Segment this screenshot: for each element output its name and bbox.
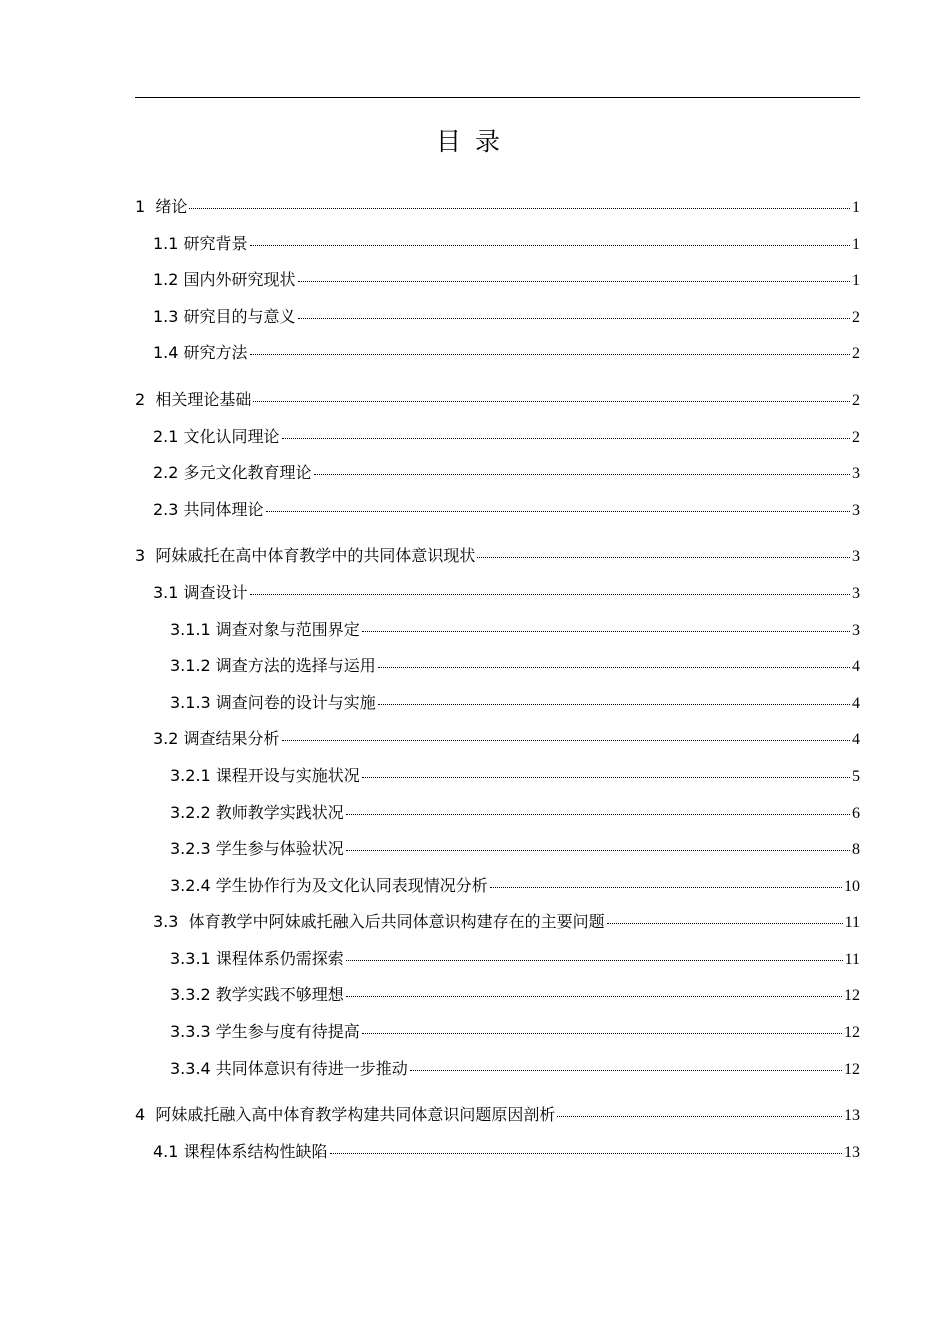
toc-entry-page: 8: [852, 841, 860, 859]
toc-entry-number: 1.4: [153, 343, 184, 363]
toc-leader-dots: [250, 354, 850, 355]
toc-entry-title: 阿妹戚托融入高中体育教学构建共同体意识问题原因剖析: [155, 1105, 556, 1125]
toc-entry-title: 体育教学中阿妹戚托融入后共同体意识构建存在的主要问题: [188, 912, 605, 932]
toc-entry-number: 3.2.3: [170, 839, 216, 859]
toc-entry[interactable]: [135, 729, 860, 766]
toc-entry-number: 3.1: [153, 582, 184, 602]
toc-leader-dots: [378, 704, 850, 705]
toc-entry-page: 11: [844, 950, 860, 968]
toc-entry[interactable]: [135, 546, 860, 583]
toc-entry-page: 2: [852, 428, 860, 446]
toc-entry[interactable]: [135, 1059, 860, 1096]
toc-entry[interactable]: [135, 803, 860, 840]
toc-entry[interactable]: [135, 583, 860, 620]
toc-entry-title: 共同体理论: [183, 499, 264, 519]
toc-entry-title: 研究方法: [183, 343, 248, 363]
toc-entry[interactable]: [135, 656, 860, 693]
toc-entry-page: 4: [852, 731, 860, 749]
toc-entry-title: 阿妹戚托在高中体育教学中的共同体意识现状: [155, 546, 476, 566]
toc-entry[interactable]: [135, 766, 860, 803]
toc-entry-number: 3.1.2: [170, 656, 216, 676]
toc-leader-dots: [266, 511, 850, 512]
toc-entry-title: 研究目的与意义: [183, 306, 296, 326]
toc-leader-dots: [253, 401, 850, 402]
toc-entry-title: 多元文化教育理论: [183, 463, 312, 483]
toc-entry-page: 1: [852, 235, 860, 253]
toc-entry-page: 4: [852, 694, 860, 712]
toc-entry-title: 调查问卷的设计与实施: [215, 692, 376, 712]
toc-entry-page: 3: [852, 584, 860, 602]
toc-entry-title: 调查结果分析: [183, 729, 280, 749]
toc-leader-dots: [346, 960, 843, 961]
toc-leader-dots: [378, 667, 850, 668]
toc-entry[interactable]: [135, 197, 860, 234]
toc-entry-title: 相关理论基础: [155, 389, 252, 409]
toc-entry-page: 2: [852, 308, 860, 326]
toc-entry-title: 学生参与体验状况: [215, 839, 344, 859]
toc-entry-title: 课程体系仍需探索: [215, 948, 344, 968]
toc-entry-title: 研究背景: [183, 233, 248, 253]
toc-leader-dots: [298, 281, 850, 282]
toc-leader-dots: [189, 208, 850, 209]
toc-entry-page: 13: [844, 1143, 860, 1161]
toc-entry-number: 1.2: [153, 270, 184, 290]
toc-entry-title: 课程体系结构性缺陷: [183, 1141, 328, 1161]
toc-entry-title: 共同体意识有待进一步推动: [215, 1058, 408, 1078]
toc-entry[interactable]: [135, 307, 860, 344]
toc-entry[interactable]: [135, 876, 860, 913]
toc-leader-dots: [477, 557, 850, 558]
toc-entry-number: 3: [135, 546, 156, 566]
toc-leader-dots: [362, 631, 850, 632]
toc-entry-page: 6: [852, 804, 860, 822]
toc-entry-page: 11: [844, 914, 860, 932]
toc-entry-number: 3.2: [153, 729, 184, 749]
toc-entry-number: 3.3: [153, 912, 189, 932]
toc-entry-title: 教师教学实践状况: [215, 802, 344, 822]
toc-entry-page: 12: [844, 1060, 860, 1078]
toc-entry[interactable]: [135, 463, 860, 500]
toc-leader-dots: [250, 245, 850, 246]
toc-entry[interactable]: [135, 270, 860, 307]
toc-entry-number: 2: [135, 389, 156, 409]
toc-entry-number: 4: [135, 1105, 156, 1125]
toc-leader-dots: [282, 438, 850, 439]
toc-entry-number: 3.2.2: [170, 802, 216, 822]
toc-entry[interactable]: [135, 693, 860, 730]
toc-entry[interactable]: [135, 343, 860, 380]
toc-leader-dots: [298, 318, 850, 319]
toc-entry-number: 3.2.1: [170, 765, 216, 785]
toc-entry[interactable]: [135, 234, 860, 271]
toc-entry-page: 12: [844, 987, 860, 1005]
toc-leader-dots: [362, 777, 850, 778]
toc-entry-page: 13: [844, 1107, 860, 1125]
toc-entry-number: 3.3.2: [170, 985, 216, 1005]
toc-entry-page: 1: [852, 272, 860, 290]
toc-entry-page: 3: [852, 465, 860, 483]
toc-leader-dots: [314, 474, 850, 475]
toc-leader-dots: [557, 1116, 842, 1117]
toc-entry-title: 调查设计: [183, 582, 248, 602]
toc-entry-title: 调查对象与范围界定: [215, 619, 360, 639]
toc-leader-dots: [282, 740, 850, 741]
toc-entry-page: 2: [852, 345, 860, 363]
toc-entry-page: 4: [852, 658, 860, 676]
header-rule: [135, 97, 860, 98]
toc-entry-page: 5: [852, 767, 860, 785]
toc-entry[interactable]: [135, 1142, 860, 1179]
toc-entry-page: 10: [844, 877, 860, 895]
toc-leader-dots: [250, 594, 850, 595]
toc-entry-title: 国内外研究现状: [183, 270, 296, 290]
toc-entry-title: 文化认同理论: [183, 426, 280, 446]
toc-entry-page: 1: [852, 199, 860, 216]
toc-leader-dots: [346, 996, 842, 997]
toc-entry-title: 调查方法的选择与运用: [215, 656, 376, 676]
toc-entry-page: 3: [852, 501, 860, 519]
toc-entry-number: 1: [135, 197, 156, 216]
toc-entry-number: 3.2.4: [170, 875, 216, 895]
toc-leader-dots: [490, 887, 842, 888]
toc-entry-title: 绪论: [155, 197, 188, 216]
toc-entry-title: 学生协作行为及文化认同表现情况分析: [215, 875, 488, 895]
toc-entry-number: 2.3: [153, 499, 184, 519]
toc-entry-number: 3.1.3: [170, 692, 216, 712]
toc-entry[interactable]: [135, 500, 860, 537]
toc-entry-title: 教学实践不够理想: [215, 985, 344, 1005]
toc-entry-number: 3.3.3: [170, 1022, 216, 1042]
toc-entry-number: 4.1: [153, 1141, 184, 1161]
toc-entry-page: 2: [852, 391, 860, 409]
toc-leader-dots: [607, 923, 843, 924]
toc-entry-number: 3.3.1: [170, 948, 216, 968]
toc-entry-number: 2.1: [153, 426, 184, 446]
toc-entry-title: 学生参与度有待提高: [215, 1022, 360, 1042]
toc-entry[interactable]: [135, 912, 860, 949]
toc-leader-dots: [346, 814, 850, 815]
table-of-contents: [135, 197, 860, 1178]
toc-leader-dots: [330, 1153, 842, 1154]
toc-entry-page: 3: [852, 548, 860, 566]
toc-entry[interactable]: [135, 1105, 860, 1142]
toc-entry[interactable]: [135, 839, 860, 876]
toc-leader-dots: [410, 1070, 842, 1071]
toc-entry[interactable]: [135, 427, 860, 464]
toc-entry-number: 3.1.1: [170, 619, 216, 639]
page-title: 目录: [435, 127, 514, 156]
toc-entry-page: 12: [844, 1024, 860, 1042]
toc-entry[interactable]: [135, 390, 860, 427]
toc-entry-title: 课程开设与实施状况: [215, 765, 360, 785]
toc-entry[interactable]: [135, 949, 860, 986]
toc-leader-dots: [346, 850, 850, 851]
toc-entry[interactable]: [135, 1022, 860, 1059]
toc-leader-dots: [362, 1033, 842, 1034]
toc-entry[interactable]: [135, 985, 860, 1022]
toc-entry-number: 2.2: [153, 463, 184, 483]
toc-entry-number: 1.1: [153, 233, 184, 253]
toc-entry-number: 1.3: [153, 306, 184, 326]
toc-entry-number: 3.3.4: [170, 1058, 216, 1078]
toc-entry[interactable]: [135, 620, 860, 657]
toc-entry-page: 3: [852, 621, 860, 639]
